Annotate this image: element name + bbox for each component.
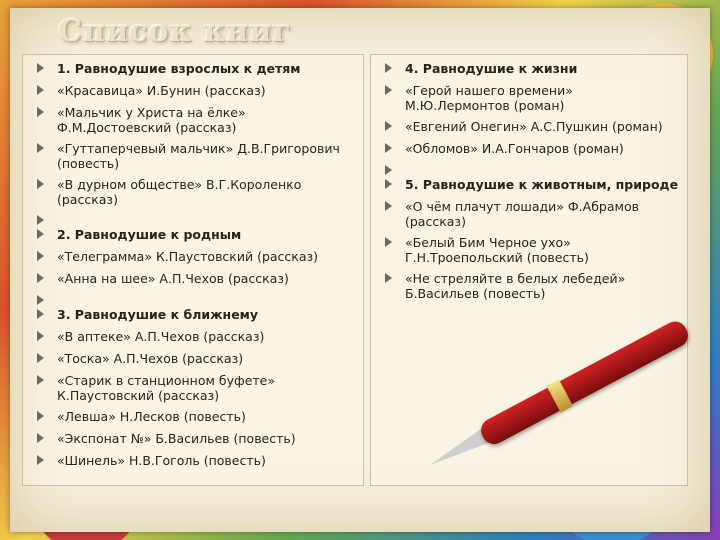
left-column (22, 54, 364, 486)
book-list-item (31, 83, 357, 99)
book-list-item (31, 141, 357, 171)
paper-background (10, 8, 710, 532)
list-item-text: «Шинель» Н.В.Гоголь (повесть) (57, 453, 266, 468)
section-heading (379, 61, 681, 77)
bullet-arrow-icon (385, 201, 392, 211)
bullet-arrow-icon (385, 273, 392, 283)
list-item-text: 5. Равнодушие к животным, природе (405, 177, 679, 192)
list-item-text: «Мальчик у Христа на ёлке» Ф.М.Достоевский (рассказ) (57, 105, 246, 135)
book-list-item (31, 177, 357, 207)
bullet-arrow-icon (385, 237, 392, 247)
bullet-arrow-icon (37, 229, 44, 239)
bullet-arrow-icon (37, 433, 44, 443)
bullet-arrow-icon (385, 121, 392, 131)
bullet-arrow-icon (37, 85, 44, 95)
left-book-list (23, 55, 363, 469)
bullet-arrow-icon (385, 63, 392, 73)
bullet-arrow-icon (37, 179, 44, 189)
book-list-item (31, 373, 357, 403)
bullet-arrow-icon (37, 251, 44, 261)
bullet-arrow-icon (37, 331, 44, 341)
section-heading (31, 227, 357, 243)
list-item-text: «Евгений Онегин» А.С.Пушкин (роман) (405, 119, 663, 134)
bullet-arrow-icon (37, 63, 44, 73)
bullet-arrow-icon (385, 179, 392, 189)
book-list-item (31, 351, 357, 367)
list-item-text: «Не стреляйте в белых лебедей» Б.Васильев (повесть) (405, 271, 626, 301)
section-heading (31, 61, 357, 77)
book-list-item (379, 235, 681, 265)
section-heading (379, 177, 681, 193)
bullet-arrow-icon (37, 143, 44, 153)
list-item-text: «В аптеке» А.П.Чехов (рассказ) (57, 329, 265, 344)
list-item-text: «Старик в станционном буфете» К.Паустовский (рассказ) (57, 373, 276, 403)
list-item-text: 2. Равнодушие к родным (57, 227, 242, 242)
right-book-list (371, 55, 687, 301)
book-list-item (31, 329, 357, 345)
list-item-text: «Белый Бим Черное ухо» Г.Н.Троепольский (повесть) (405, 235, 589, 265)
list-item-text: «О чём плачут лошади» Ф.Абрамов (рассказ) (405, 199, 639, 229)
list-item-text: «Тоска» А.П.Чехов (рассказ) (57, 351, 244, 366)
list-item-text: «Левша» Н.Лесков (повесть) (57, 409, 246, 424)
book-list-item (31, 271, 357, 287)
bullet-arrow-icon (37, 353, 44, 363)
book-list-item (379, 83, 681, 113)
book-list-item (31, 453, 357, 469)
list-item-text: «Красавица» И.Бунин (рассказ) (57, 83, 266, 98)
list-item-text: «Анна на шее» А.П.Чехов (рассказ) (57, 271, 289, 286)
bullet-arrow-icon (37, 375, 44, 385)
bullet-arrow-icon (385, 165, 392, 175)
list-item-text: «Экспонат №» Б.Васильев (повесть) (57, 431, 296, 446)
list-item-text: «Обломов» И.А.Гончаров (роман) (405, 141, 624, 156)
list-item-text: 1. Равнодушие взрослых к детям (57, 61, 301, 76)
book-list-item (379, 271, 681, 301)
bullet-arrow-icon (385, 143, 392, 153)
bullet-arrow-icon (37, 273, 44, 283)
bullet-arrow-icon (37, 215, 44, 225)
bullet-arrow-icon (37, 455, 44, 465)
list-item-text: 4. Равнодушие к жизни (405, 61, 578, 76)
bullet-arrow-icon (37, 411, 44, 421)
page-title: Список книг (58, 14, 292, 49)
book-list-item (379, 119, 681, 135)
book-list-item (379, 141, 681, 157)
bullet-arrow-icon (37, 309, 44, 319)
list-item-text: «В дурном обществе» В.Г.Короленко (рассказ) (57, 177, 302, 207)
book-list-item (31, 409, 357, 425)
bullet-arrow-icon (37, 295, 44, 305)
bullet-arrow-icon (37, 107, 44, 117)
book-list-item (31, 431, 357, 447)
list-item-text: «Телеграмма» К.Паустовский (рассказ) (57, 249, 319, 264)
book-list-item (379, 199, 681, 229)
empty-list-item (31, 293, 357, 305)
empty-list-item (379, 163, 681, 175)
list-item-text: «Герой нашего времени» М.Ю.Лермонтов (роман) (405, 83, 573, 113)
empty-list-item (31, 213, 357, 225)
list-item-text: «Гуттаперчевый мальчик» Д.В.Григорович (повесть) (57, 141, 340, 171)
book-list-item (31, 249, 357, 265)
bullet-arrow-icon (385, 85, 392, 95)
list-item-text: 3. Равнодушие к ближнему (57, 307, 259, 322)
section-heading (31, 307, 357, 323)
book-list-item (31, 105, 357, 135)
